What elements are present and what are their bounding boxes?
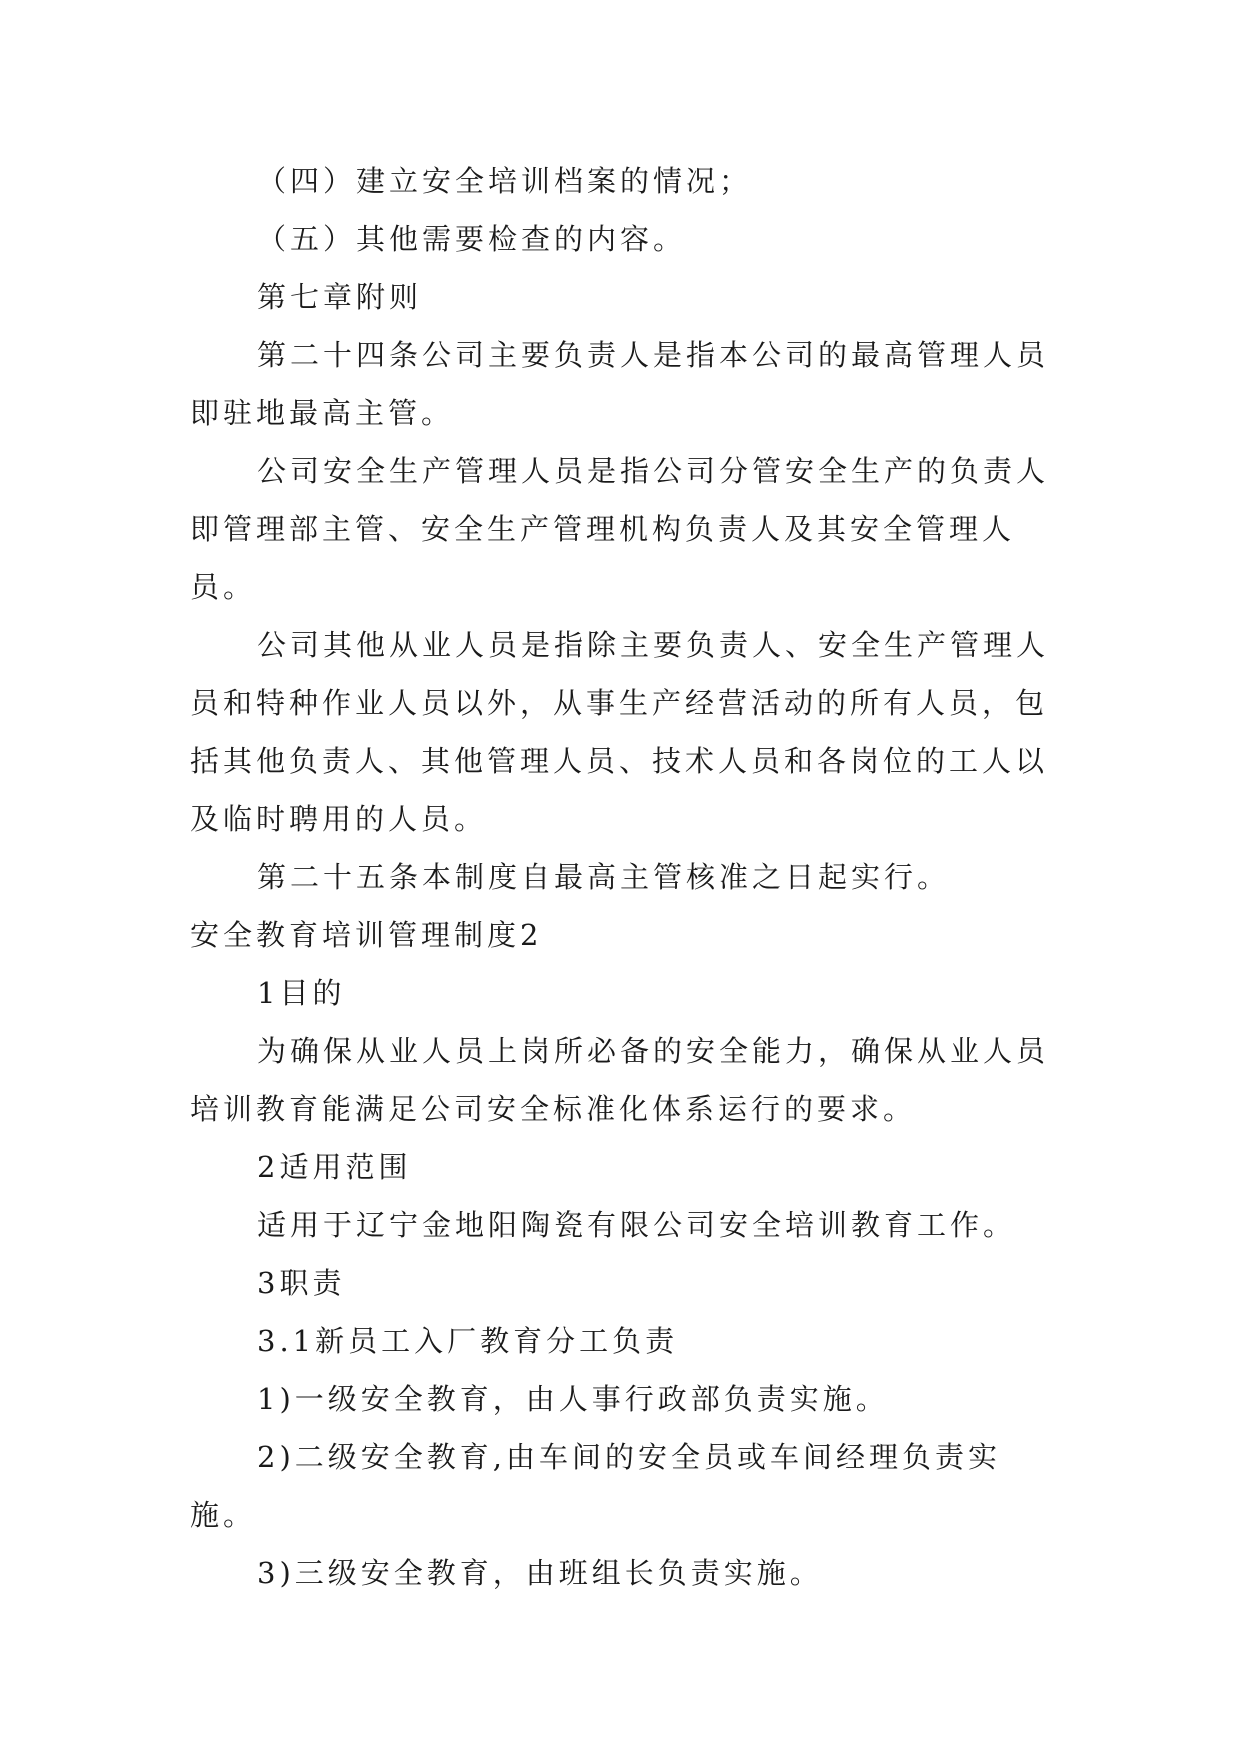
paragraph-2: （五）其他需要检查的内容。 [257, 222, 687, 256]
document-body [190, 152, 1060, 1602]
chapter-heading: 第七章附则 [257, 280, 423, 314]
section-title: 安全教育培训管理制度2 [190, 918, 543, 952]
paragraph-4: 公司安全生产管理人员是指公司分管安全生产的负责人即管理部主管、安全生产管理机构负责人及其安全管理人员。 [190, 454, 1050, 604]
list-item-1: 1)一级安全教育，由人事行政部负责实施。 [257, 1382, 889, 1416]
paragraph-5: 公司其他从业人员是指除主要负责人、安全生产管理人员和特种作业人员以外，从事生产经营活动的所有人员，包括其他负责人、其他管理人员、技术人员和各岗位的工人以及临时聘用的人员。 [190, 628, 1050, 836]
heading-purpose: 1目的 [257, 976, 346, 1010]
heading-duties: 3职责 [257, 1266, 346, 1300]
paragraph-1: （四）建立安全培训档案的情况； [257, 164, 753, 198]
heading-duties-3-1: 3.1新员工入厂教育分工负责 [257, 1324, 679, 1358]
paragraph-purpose: 为确保从业人员上岗所必备的安全能力，确保从业人员培训教育能满足公司安全标准化体系运行的要求。 [190, 1034, 1050, 1126]
paragraph-article-25: 第二十五条本制度自最高主管核准之日起实行。 [257, 860, 951, 894]
list-item-2: 2)二级安全教育,由车间的安全员或车间经理负责实施。 [190, 1440, 1001, 1532]
paragraph-article-24: 第二十四条公司主要负责人是指本公司的最高管理人员即驻地最高主管。 [190, 338, 1050, 430]
heading-scope: 2适用范围 [257, 1150, 412, 1184]
list-item-3: 3)三级安全教育，由班组长负责实施。 [257, 1556, 823, 1590]
paragraph-scope: 适用于辽宁金地阳陶瓷有限公司安全培训教育工作。 [257, 1208, 1017, 1242]
